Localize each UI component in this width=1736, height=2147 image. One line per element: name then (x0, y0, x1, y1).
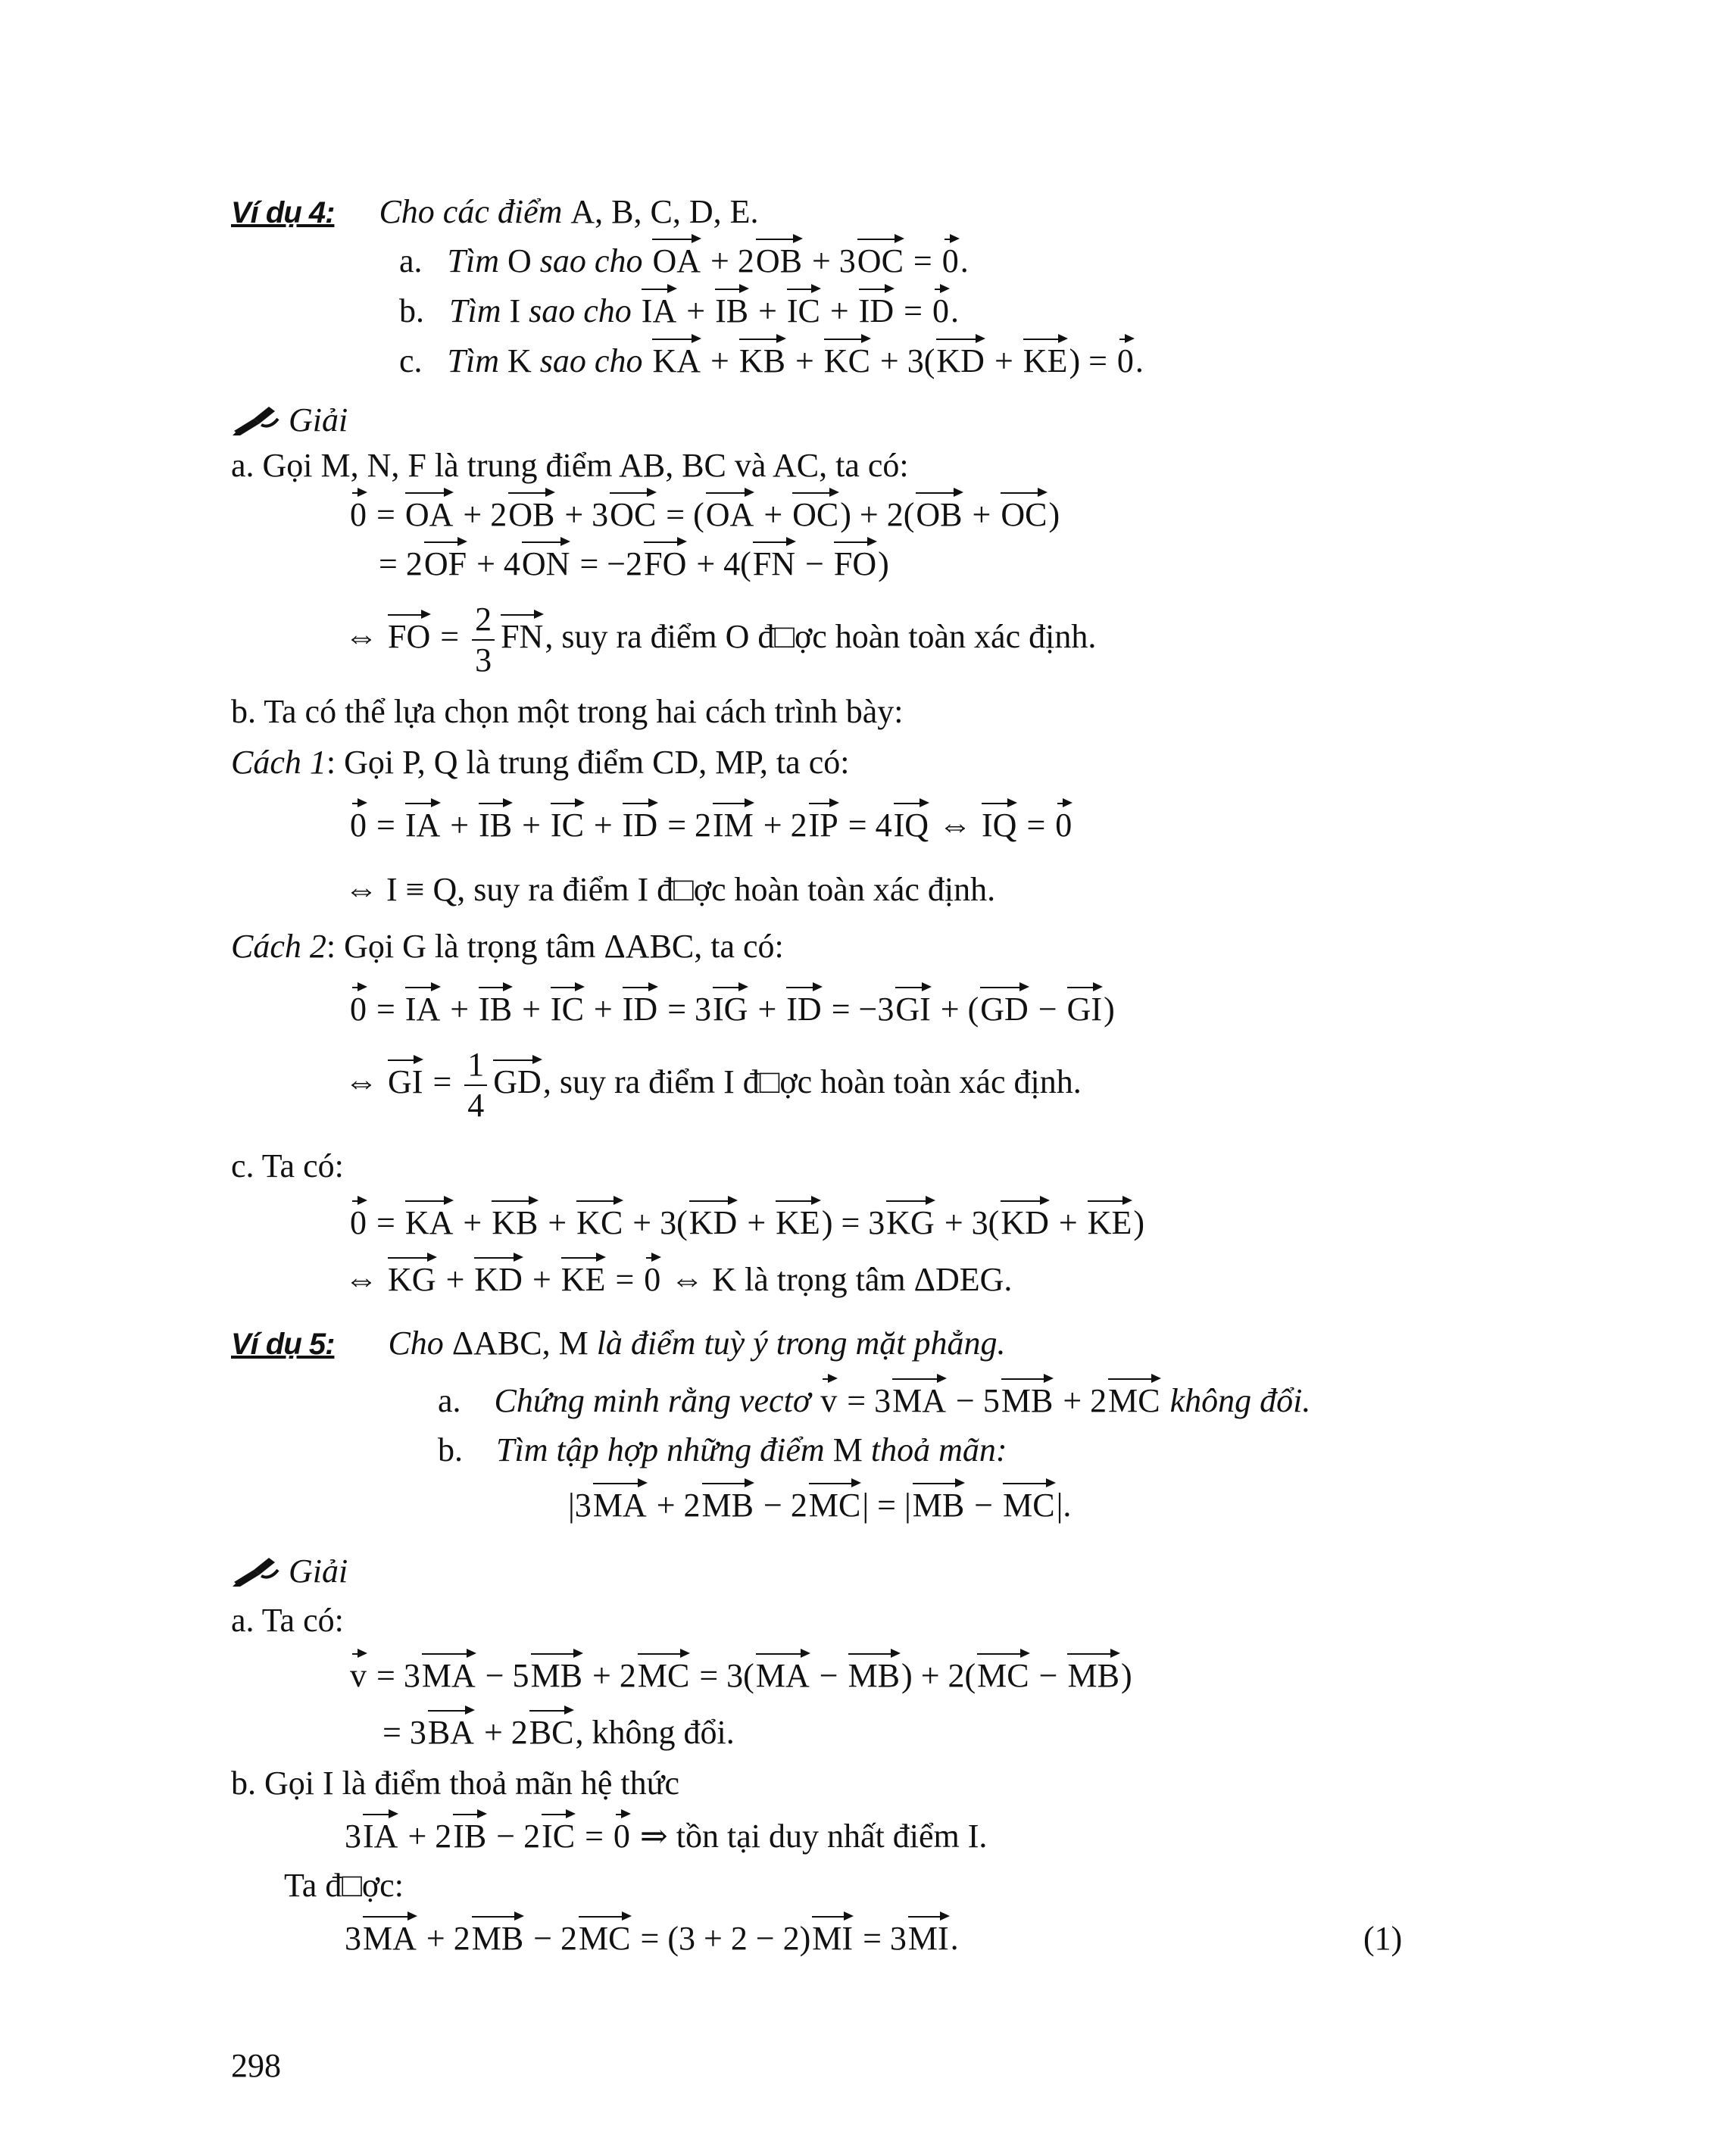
example-4-statement: Cho các điểm A, B, C, D, E. (379, 193, 759, 230)
sol4-b-intro: b. Ta có thể lựa chọn một trong hai cách trình bày: (231, 693, 904, 730)
sol5-b-line3: 3MA + 2MB − 2MC = (3 + 2 − 2)MI = 3MI. (345, 1916, 959, 1961)
example-5-part-b: b. Tìm tập hợp những điểm M thoả mãn: (438, 1431, 1007, 1468)
cach1-line1: 0 = IA + IB + IC + ID = 2IM + 2IP = 4IQ ⇔ IQ = 0 (348, 803, 1073, 848)
example-5-header (231, 1321, 1005, 1367)
cach2-conclusion: , suy ra điểm I đ□ợc hoàn toàn xác định. (542, 1063, 1082, 1101)
cach1-heading: Cách 1: Gọi P, Q là trung điểm CD, MP, ta có: (231, 744, 850, 781)
sol4-a-line3: ⇔ FO = $\frac{2}{3}$ FN, suy ra điểm O đ□ợc hoàn toàn xác định. (345, 601, 1097, 679)
example-4-part-c: c. Tìm K sao cho KA + KB + KC + 3(KD + KE) = 0. (399, 339, 1144, 384)
sol4-a-intro: a. Gọi M, N, F là trung điểm AB, BC và AC, ta có: (231, 447, 909, 484)
sol5-b-intro: b. Gọi I là điểm thoả mãn hệ thức (231, 1765, 680, 1802)
sol4-a-conclusion: , suy ra điểm O đ□ợc hoàn toàn xác định. (545, 618, 1097, 656)
example-5-label: Ví dụ 5: (231, 1328, 335, 1361)
writing-hand-icon (231, 1553, 281, 1588)
solution-label-4: Giải (289, 401, 348, 438)
cach1-line2: ⇔ I ≡ Q, suy ra điểm I đ□ợc hoàn toàn xác định. (345, 871, 996, 908)
sol4-c-intro: c. Ta có: (231, 1147, 344, 1184)
sol5-a-intro: a. Ta có: (231, 1602, 344, 1639)
sol4-a-line1: 0 = OA + 2OB + 3OC = (OA + OC) + 2(OB + OC) (348, 492, 1060, 538)
sol4-a-line2: = 2OF + 4ON = −2FO + 4(FN − FO) (379, 541, 889, 587)
writing-hand-icon (231, 402, 281, 437)
sol5-a-line1: v = 3MA − 5MB + 2MC = 3(MA − MB) + 2(MC − MB) (348, 1653, 1132, 1699)
sol5-a-line2: = 3BA + 2BC, không đổi. (382, 1710, 735, 1755)
cach2-heading: Cách 2: Gọi G là trọng tâm ΔABC, ta có: (231, 928, 784, 965)
solution-heading-4 (231, 398, 348, 443)
example-4-part-a: a. Tìm O sao cho OA + 2OB + 3OC = 0. (399, 239, 969, 284)
sol5-b-line2: Ta đ□ợc: (284, 1867, 404, 1904)
example-4-part-b: b. Tìm I sao cho IA + IB + IC + ID = 0. (399, 289, 959, 334)
solution-heading-5 (231, 1549, 348, 1594)
example-5-statement: Cho ΔABC, M là điểm tuỳ ý trong mặt phẳng. (388, 1325, 1006, 1362)
cach2-line1: 0 = IA + IB + IC + ID = 3IG + ID = −3GI + (GD − GI) (348, 987, 1115, 1032)
sol4-c-line2: ⇔ KG + KD + KE = 0 ⇔ K là trọng tâm ΔDEG. (345, 1257, 1012, 1303)
sol5-b-line1: 3IA + 2IB − 2IC = 0 ⇒ tồn tại duy nhất điểm I. (345, 1814, 987, 1859)
example-4-label: Ví dụ 4: (231, 196, 335, 229)
cach2-line2: ⇔ GI = $\frac{1}{4}$ GD, suy ra điểm I đ□ợc hoàn toàn xác định. (345, 1046, 1082, 1124)
example-5-part-b-eq: |3MA + 2MB − 2MC| = |MB − MC|. (568, 1483, 1071, 1528)
solution-label-5: Giải (289, 1553, 348, 1590)
sol4-c-line1: 0 = KA + KB + KC + 3(KD + KE) = 3KG + 3(KD + KE) (348, 1200, 1144, 1246)
equation-number: (1) (1363, 1920, 1403, 1957)
page-number: 298 (231, 2047, 281, 2084)
example-5-part-a: a. Chứng minh rằng vectơ v = 3MA − 5MB + 2MC không đổi. (438, 1378, 1310, 1424)
example-4-header (231, 189, 759, 236)
